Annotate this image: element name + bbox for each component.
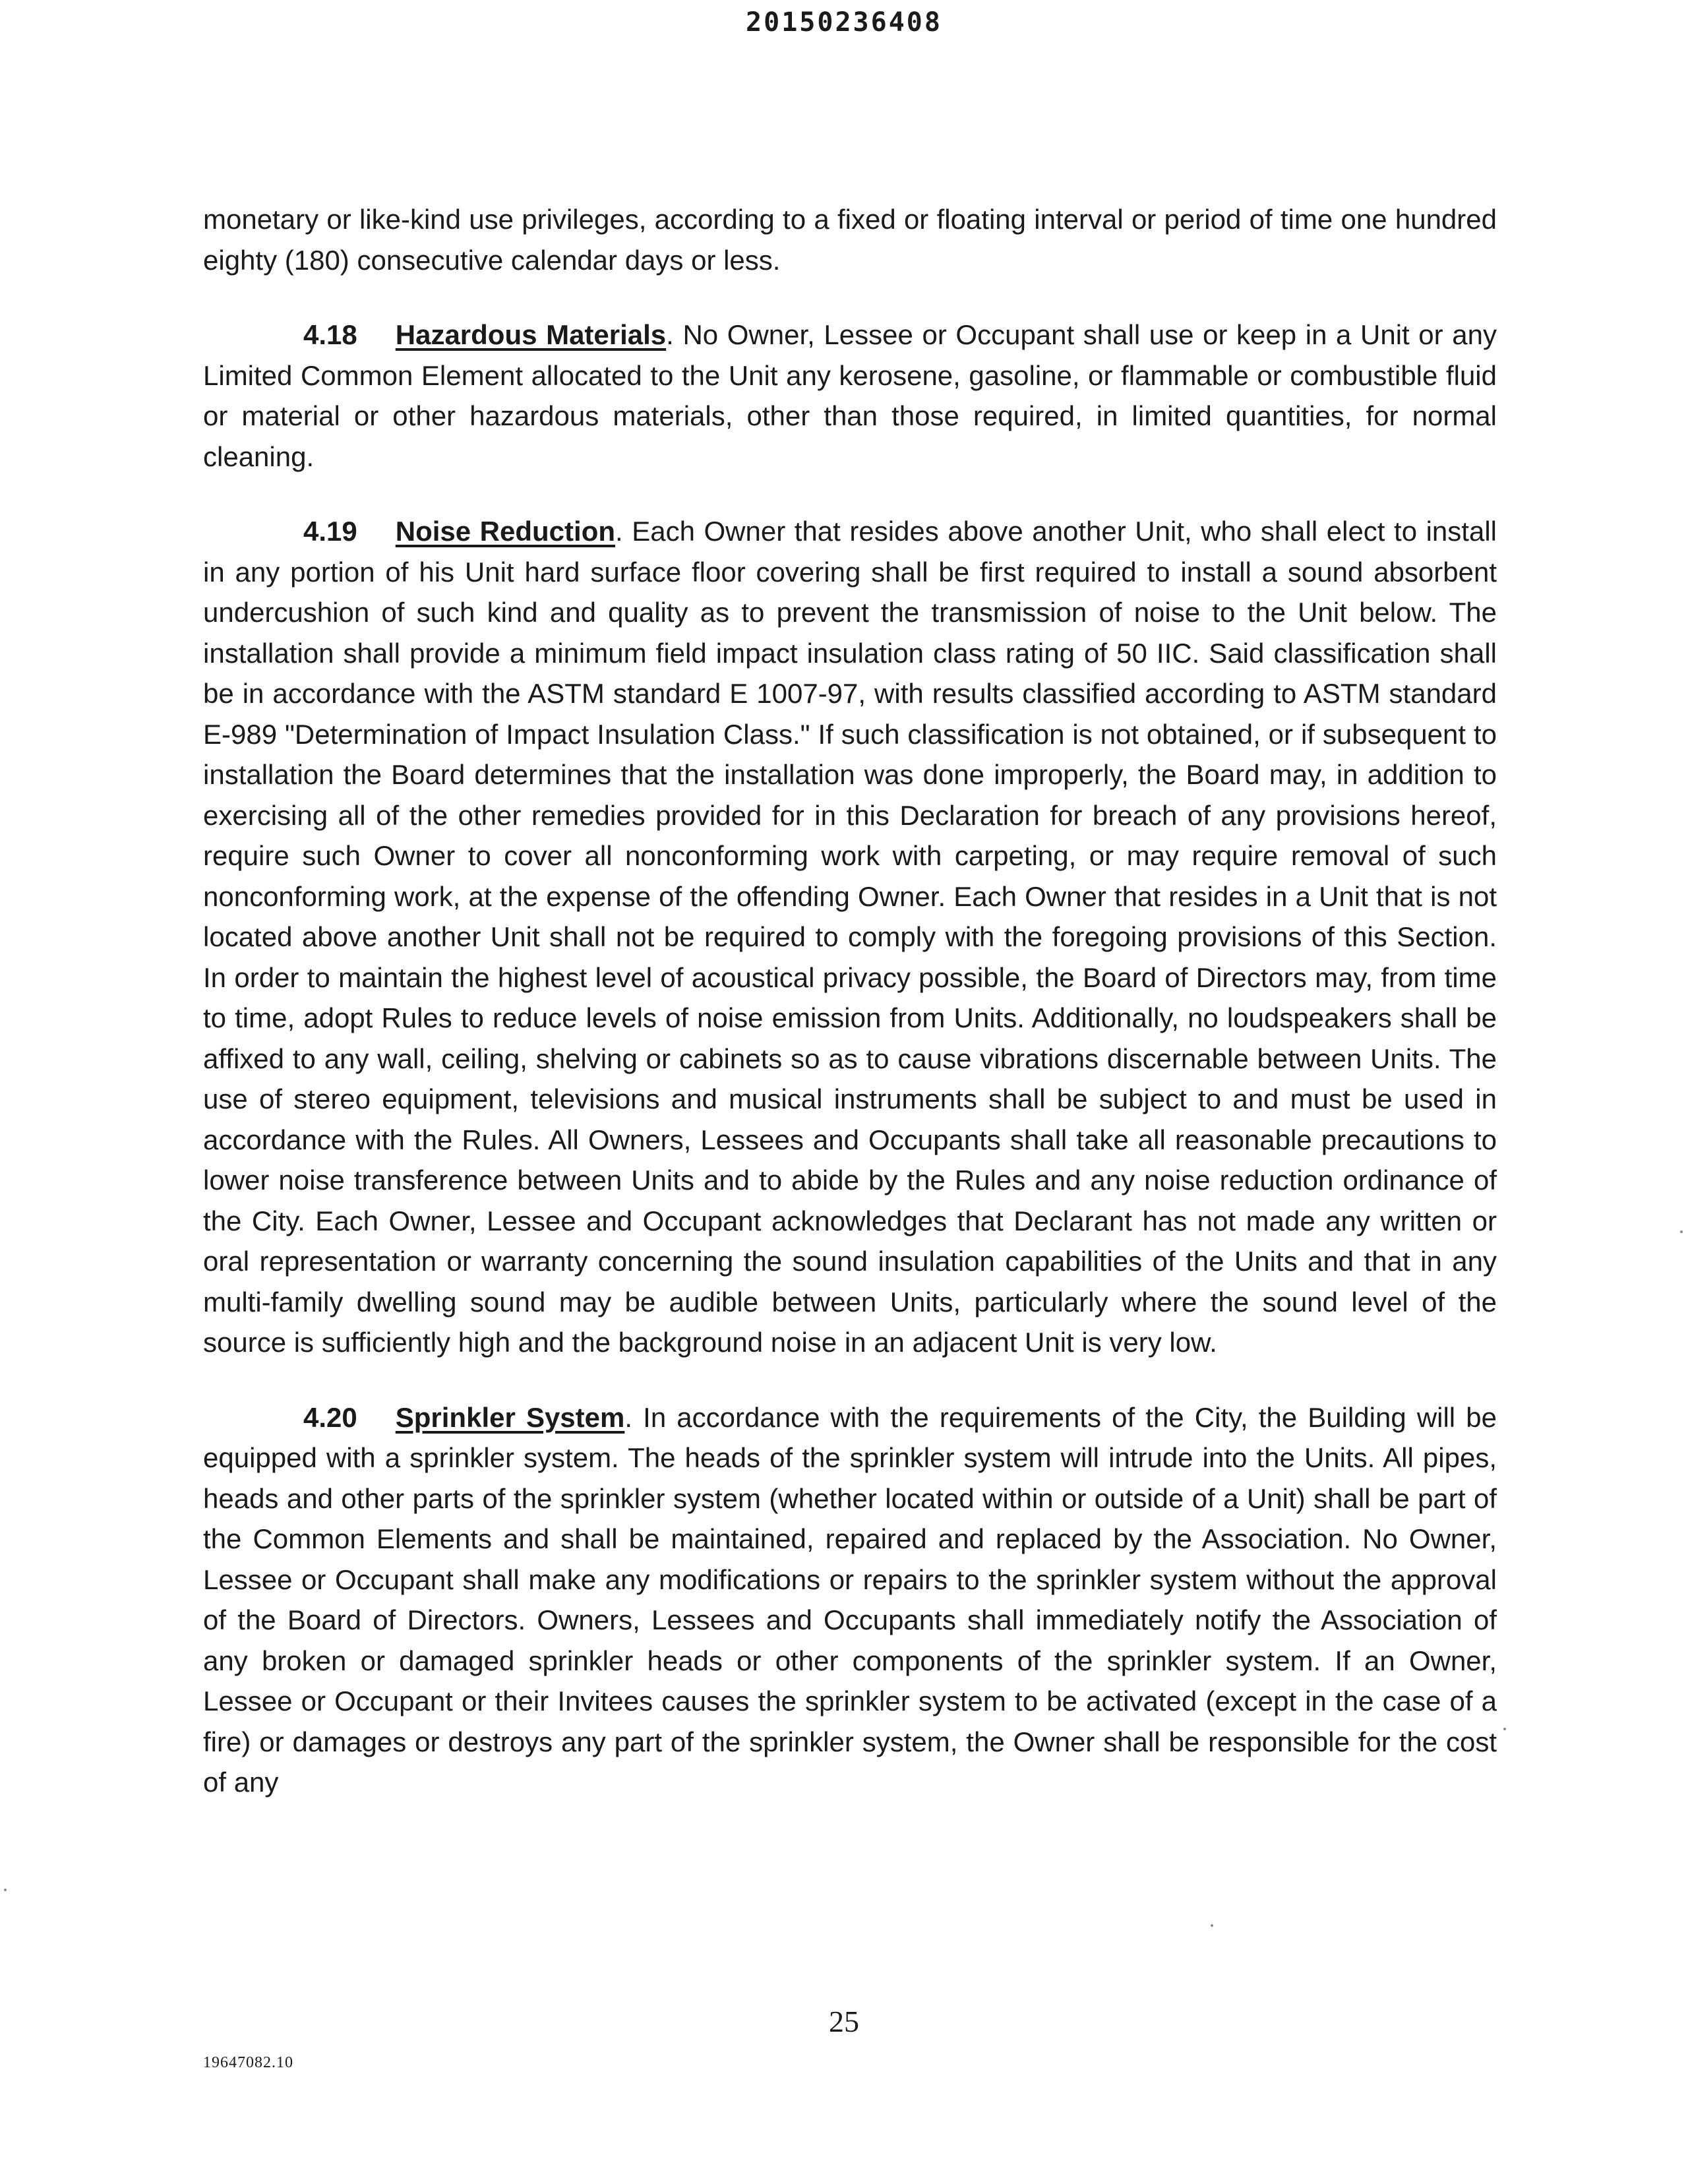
scan-speck — [1503, 1728, 1506, 1730]
page-number: 25 — [829, 2005, 859, 2038]
section-number: 4.19 — [303, 516, 357, 547]
section-body: . No Owner, Lessee or Occupant shall use or keep in a Unit or any Limited Common Element allocated to the Unit any kerosene, gasoline, or flammable or combustible fluid or material or other hazardous materials, other than those required, in limited quantities, for normal cleaning. — [203, 319, 1497, 472]
document-number: 20150236408 — [746, 7, 942, 38]
continuation-paragraph: monetary or like-kind use privileges, according to a fixed or floating interval or period of time one hundred eighty (180) consecutive calendar days or less. — [203, 204, 1497, 276]
section-title: Hazardous Materials — [395, 319, 667, 350]
section-4-18 — [203, 315, 1497, 477]
section-4-20 — [203, 1397, 1497, 1803]
section-4-19 — [203, 511, 1497, 1363]
section-body: . In accordance with the requirements of the City, the Building will be equipped with a sprinkler system. The heads of the sprinkler system will intrude into the Units. All pipes, heads and other parts of the sprinkler system (whether located within or outside of a Unit) shall be part of the Common Elements and shall be maintained, repaired and replaced by the Association. No Owner, Lessee or Occupant shall make any modifications or repairs to the sprinkler system without the approval of the Board of Directors. Owners, Lessees and Occupants shall immediately notify the Association of any broken or damaged sprinkler heads or other components of the sprinkler system. If an Owner, Lessee or Occupant or their Invitees causes the sprinkler system to be activated (except in the case of a fire) or damages or destroys any part of the sprinkler system, the Owner shall be responsible for the cost of any — [203, 1401, 1497, 1798]
section-number: 4.18 — [303, 319, 357, 350]
body-text — [203, 199, 1497, 1803]
section-number: 4.20 — [303, 1401, 357, 1433]
section-body: . Each Owner that resides above another Unit, who shall elect to install in any portion of his Unit hard surface floor covering shall be first required to install a sound absorbent undercushion of such kind and quality as to prevent the transmission of noise to the Unit below. The installation shall provide a minimum field impact insulation class rating of 50 IIC. Said classification shall be in accordance with the ASTM standard E 1007-97, with results classified according to ASTM standard E-989 "Determination of Impact Insulation Class." If such classification is not obtained, or if subsequent to installation the Board determines that the installation was done improperly, the Board may, in addition to exercising all of the other remedies provided for in this Declaration for breach of any provisions hereof, require such Owner to cover all nonconforming work with carpeting, or may require removal of such nonconforming work, at the expense of the offending Owner. Each Owner that resides in a Unit that is not located above another Unit shall not be required to comply with the foregoing provisions of this Section. In order to maintain the highest level of acoustical privacy possible, the Board of Directors may, from time to time, adopt Rules to reduce levels of noise emission from Units. Additionally, no loudspeakers shall be affixed to any wall, ceiling, shelving or cabinets so as to cause vibrations discernable between Units. The use of stereo equipment, televisions and musical instruments shall be subject to and must be used in accordance with the Rules. All Owners, Lessees and Occupants shall take all reasonable precautions to lower noise transference between Units and to abide by the Rules and any noise reduction ordinance of the City. Each Owner, Lessee and Occupant acknowledges that Declarant has not made any written or oral representation or warranty concerning the sound insulation capabilities of the Units and that in any multi-family dwelling sound may be audible between Units, particularly where the sound level of the source is sufficiently high and the background noise in an adjacent Unit is very low. — [203, 516, 1497, 1358]
section-title: Sprinkler System — [395, 1401, 625, 1433]
scan-speck — [1680, 1230, 1683, 1233]
section-title: Noise Reduction — [395, 516, 615, 547]
scan-speck — [1211, 1924, 1213, 1927]
scan-speck — [4, 1889, 7, 1891]
footer-document-id: 19647082.10 — [203, 2054, 293, 2071]
